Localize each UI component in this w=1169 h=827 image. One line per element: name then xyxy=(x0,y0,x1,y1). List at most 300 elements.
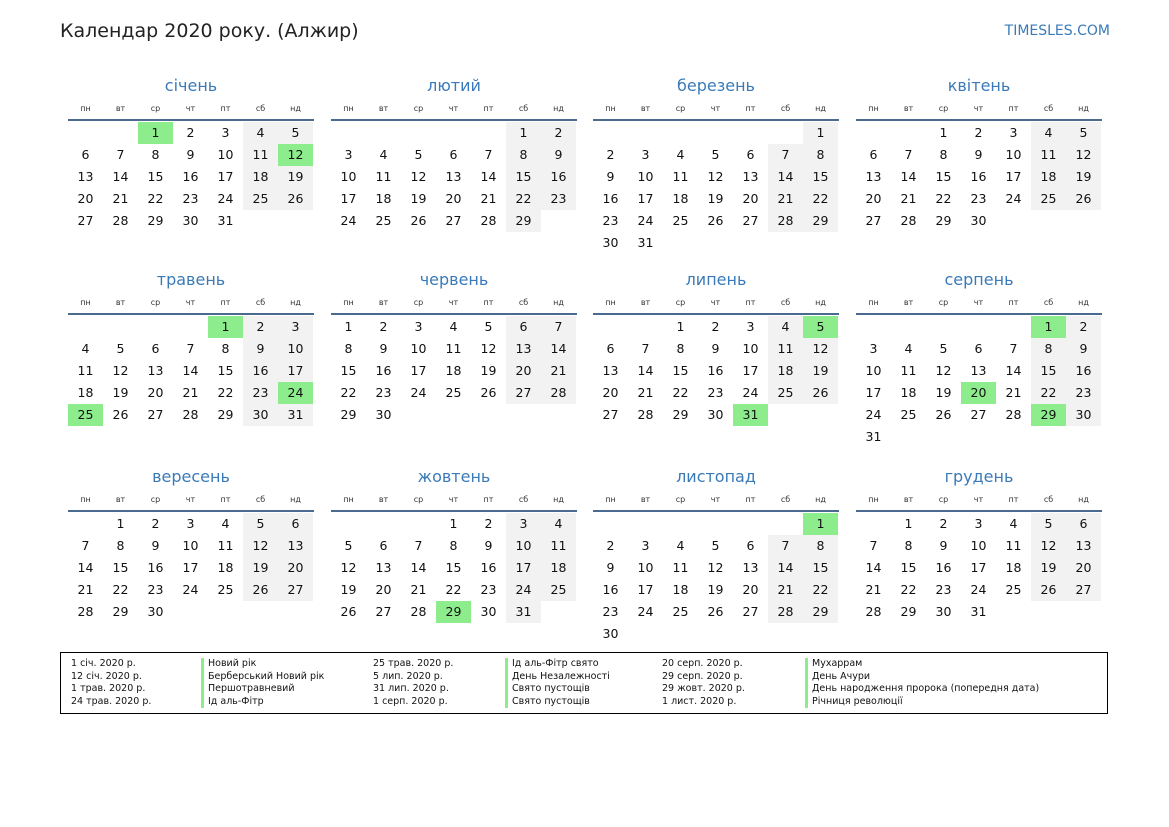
legend-holiday-name: Першотравневий xyxy=(201,683,324,696)
holiday-day: 25 xyxy=(68,404,103,426)
day-cell: 14 xyxy=(541,338,576,360)
day-cell: 21 xyxy=(900,191,917,206)
day-cell: 15 xyxy=(935,169,952,184)
day-cell: 2 xyxy=(484,516,493,531)
empty-cell xyxy=(768,122,803,144)
day-cell: 25 xyxy=(243,188,278,210)
day-cell: 10 xyxy=(970,538,987,553)
empty-cell xyxy=(68,513,103,535)
day-cell: 30 xyxy=(970,213,987,228)
weekday-label: чт xyxy=(973,103,984,113)
weekday-label: пн xyxy=(343,103,354,113)
legend-holiday-name: Мухаррам xyxy=(805,658,1039,671)
day-cell: 12 xyxy=(340,560,357,575)
day-cell: 17 xyxy=(340,191,357,206)
day-cell: 9 xyxy=(974,147,983,162)
day-cell: 19 xyxy=(803,360,838,382)
day-cell: 15 xyxy=(506,166,541,188)
day-cell: 3 xyxy=(278,316,313,338)
day-cell: 24 xyxy=(506,579,541,601)
day-cell: 18 xyxy=(375,191,392,206)
weekday-label: пн xyxy=(605,297,616,307)
day-grid xyxy=(593,316,839,426)
day-cell: 17 xyxy=(970,560,987,575)
day-cell: 16 xyxy=(480,560,497,575)
day-cell: 30 xyxy=(707,407,724,422)
empty-cell xyxy=(103,122,138,144)
weekday-label: вт xyxy=(640,103,651,113)
day-cell: 23 xyxy=(1066,382,1101,404)
weekday-label: ср xyxy=(675,103,686,113)
day-cell: 3 xyxy=(506,513,541,535)
legend-dates xyxy=(373,658,453,708)
day-cell: 5 xyxy=(484,319,493,334)
day-cell: 29 xyxy=(803,601,838,623)
day-cell: 11 xyxy=(768,338,803,360)
day-cell: 16 xyxy=(602,191,619,206)
legend-holiday-name: Берберський Новий рік xyxy=(201,671,324,684)
day-cell: 4 xyxy=(81,341,90,356)
day-cell: 26 xyxy=(707,213,724,228)
day-cell: 18 xyxy=(445,363,462,378)
month-5 xyxy=(68,266,314,426)
weekday-header xyxy=(856,294,1102,315)
day-cell: 26 xyxy=(935,407,952,422)
day-cell: 19 xyxy=(935,385,952,400)
day-cell: 5 xyxy=(278,122,313,144)
weekday-header xyxy=(68,100,314,121)
day-cell: 16 xyxy=(602,582,619,597)
month-name: лютий xyxy=(427,76,481,95)
weekday-label: вт xyxy=(903,494,914,504)
day-cell: 4 xyxy=(1031,122,1066,144)
weekday-header xyxy=(68,491,314,512)
day-cell: 23 xyxy=(182,191,199,206)
day-cell: 28 xyxy=(900,213,917,228)
weekday-label: пт xyxy=(745,297,756,307)
month-name: липень xyxy=(685,270,747,289)
day-cell: 13 xyxy=(742,560,759,575)
day-cell: 28 xyxy=(768,210,803,232)
day-cell: 7 xyxy=(869,538,878,553)
day-cell: 13 xyxy=(602,363,619,378)
month-11 xyxy=(593,463,839,645)
empty-cell xyxy=(331,122,366,144)
day-cell: 29 xyxy=(112,604,129,619)
day-cell: 13 xyxy=(278,535,313,557)
weekday-label: ср xyxy=(413,494,424,504)
day-cell: 16 xyxy=(243,360,278,382)
holiday-day: 24 xyxy=(278,382,313,404)
day-cell: 1 xyxy=(449,516,458,531)
day-cell: 8 xyxy=(449,538,458,553)
month-name: червень xyxy=(419,270,489,289)
day-cell: 7 xyxy=(541,316,576,338)
day-cell: 28 xyxy=(865,604,882,619)
day-cell: 19 xyxy=(707,191,724,206)
legend-date: 1 трав. 2020 р. xyxy=(71,683,146,695)
day-cell: 25 xyxy=(672,604,689,619)
day-cell: 15 xyxy=(217,363,234,378)
weekday-label: нд xyxy=(1078,297,1089,307)
day-cell: 3 xyxy=(746,319,755,334)
month-12 xyxy=(856,463,1102,623)
weekday-label: ср xyxy=(150,494,161,504)
day-cell: 16 xyxy=(1066,360,1101,382)
day-cell: 29 xyxy=(147,213,164,228)
holiday-day: 29 xyxy=(436,601,471,623)
holiday-legend xyxy=(60,652,1108,714)
day-cell: 15 xyxy=(445,560,462,575)
legend-holiday-name: Ід аль-Фітр xyxy=(201,696,324,709)
day-cell: 24 xyxy=(742,385,759,400)
day-cell: 6 xyxy=(746,538,755,553)
day-cell: 3 xyxy=(641,147,650,162)
legend-dates xyxy=(71,658,151,708)
day-cell: 5 xyxy=(243,513,278,535)
day-cell: 26 xyxy=(1066,188,1101,210)
day-cell: 11 xyxy=(541,535,576,557)
holiday-day: 1 xyxy=(208,316,243,338)
day-cell: 12 xyxy=(707,560,724,575)
holiday-day: 31 xyxy=(733,404,768,426)
day-grid xyxy=(68,513,314,623)
day-cell: 29 xyxy=(506,210,541,232)
day-cell: 6 xyxy=(506,316,541,338)
day-cell: 4 xyxy=(904,341,913,356)
weekday-label: чт xyxy=(185,297,196,307)
day-cell: 7 xyxy=(81,538,90,553)
weekday-label: вт xyxy=(640,494,651,504)
day-cell: 24 xyxy=(182,582,199,597)
holiday-day: 12 xyxy=(278,144,313,166)
day-cell: 7 xyxy=(484,147,493,162)
empty-cell xyxy=(768,513,803,535)
holiday-day: 29 xyxy=(1031,404,1066,426)
day-cell: 27 xyxy=(147,407,164,422)
day-cell: 19 xyxy=(480,363,497,378)
day-cell: 29 xyxy=(900,604,917,619)
day-cell: 4 xyxy=(541,513,576,535)
weekday-label: чт xyxy=(448,297,459,307)
day-cell: 16 xyxy=(970,169,987,184)
day-cell: 21 xyxy=(865,582,882,597)
weekday-header xyxy=(593,100,839,121)
day-cell: 11 xyxy=(1031,144,1066,166)
day-cell: 4 xyxy=(243,122,278,144)
weekday-header xyxy=(593,491,839,512)
day-cell: 21 xyxy=(182,385,199,400)
weekday-label: пт xyxy=(483,494,494,504)
day-cell: 8 xyxy=(151,147,160,162)
weekday-label: пн xyxy=(80,103,91,113)
empty-cell xyxy=(471,122,506,144)
day-cell: 14 xyxy=(900,169,917,184)
empty-cell xyxy=(103,316,138,338)
day-cell: 15 xyxy=(147,169,164,184)
legend-date: 20 серп. 2020 р. xyxy=(662,658,743,669)
day-cell: 24 xyxy=(1005,191,1022,206)
day-cell: 28 xyxy=(480,213,497,228)
day-cell: 1 xyxy=(506,122,541,144)
day-cell: 17 xyxy=(742,363,759,378)
day-cell: 18 xyxy=(900,385,917,400)
weekday-label: чт xyxy=(448,494,459,504)
day-cell: 25 xyxy=(768,382,803,404)
day-cell: 24 xyxy=(970,582,987,597)
legend-date: 24 трав. 2020 р. xyxy=(71,695,152,707)
day-cell: 20 xyxy=(278,557,313,579)
weekday-label: нд xyxy=(553,494,564,504)
weekday-label: нд xyxy=(290,494,301,504)
weekday-label: чт xyxy=(448,103,459,113)
day-cell: 24 xyxy=(637,604,654,619)
day-cell: 26 xyxy=(278,188,313,210)
legend-date: 1 серп. 2020 р. xyxy=(373,695,448,707)
day-cell: 16 xyxy=(375,363,392,378)
day-cell: 2 xyxy=(606,538,615,553)
day-cell: 14 xyxy=(865,560,882,575)
day-cell: 12 xyxy=(480,341,497,356)
day-cell: 25 xyxy=(217,582,234,597)
legend-date: 29 серп. 2020 р. xyxy=(662,670,743,682)
day-cell: 2 xyxy=(974,125,983,140)
day-cell: 9 xyxy=(541,144,576,166)
legend-names xyxy=(201,658,324,708)
day-cell: 5 xyxy=(711,147,720,162)
day-cell: 6 xyxy=(151,341,160,356)
weekday-label: сб xyxy=(1043,297,1054,307)
day-cell: 10 xyxy=(742,341,759,356)
day-cell: 8 xyxy=(676,341,685,356)
day-grid xyxy=(856,513,1102,623)
day-cell: 5 xyxy=(1066,122,1101,144)
day-cell: 25 xyxy=(541,579,576,601)
day-cell: 13 xyxy=(742,169,759,184)
month-7 xyxy=(593,266,839,426)
weekday-label: вт xyxy=(115,297,126,307)
day-cell: 8 xyxy=(803,144,838,166)
legend-holiday-name: Річниця революції xyxy=(805,696,1039,709)
day-grid xyxy=(856,122,1102,232)
day-cell: 27 xyxy=(865,213,882,228)
day-cell: 21 xyxy=(410,582,427,597)
day-cell: 14 xyxy=(480,169,497,184)
day-cell: 2 xyxy=(379,319,388,334)
weekday-label: ср xyxy=(413,297,424,307)
day-cell: 12 xyxy=(243,535,278,557)
day-cell: 21 xyxy=(768,579,803,601)
day-cell: 6 xyxy=(746,147,755,162)
day-cell: 21 xyxy=(77,582,94,597)
day-cell: 11 xyxy=(672,560,689,575)
day-cell: 23 xyxy=(375,385,392,400)
day-cell: 5 xyxy=(414,147,423,162)
day-cell: 31 xyxy=(278,404,313,426)
empty-cell xyxy=(856,316,891,338)
day-cell: 1 xyxy=(803,122,838,144)
day-cell: 23 xyxy=(602,604,619,619)
legend-date: 25 трав. 2020 р. xyxy=(373,658,454,669)
day-cell: 11 xyxy=(672,169,689,184)
weekday-header xyxy=(331,100,577,121)
day-cell: 14 xyxy=(77,560,94,575)
day-cell: 3 xyxy=(221,125,230,140)
weekday-label: пт xyxy=(745,494,756,504)
day-cell: 29 xyxy=(803,210,838,232)
day-cell: 27 xyxy=(445,213,462,228)
day-cell: 29 xyxy=(217,407,234,422)
empty-cell xyxy=(68,122,103,144)
day-cell: 27 xyxy=(506,382,541,404)
day-cell: 25 xyxy=(375,213,392,228)
day-cell: 28 xyxy=(541,382,576,404)
day-cell: 12 xyxy=(935,363,952,378)
day-cell: 20 xyxy=(742,191,759,206)
day-cell: 20 xyxy=(865,191,882,206)
day-cell: 7 xyxy=(641,341,650,356)
day-cell: 22 xyxy=(803,188,838,210)
day-cell: 9 xyxy=(939,538,948,553)
empty-cell xyxy=(401,513,436,535)
weekday-header xyxy=(331,294,577,315)
day-cell: 10 xyxy=(865,363,882,378)
day-cell: 18 xyxy=(672,191,689,206)
weekday-label: сб xyxy=(518,297,529,307)
legend-holiday-name: День народження пророка (попередня дата) xyxy=(805,683,1039,696)
day-cell: 27 xyxy=(602,407,619,422)
day-cell: 17 xyxy=(1005,169,1022,184)
day-cell: 26 xyxy=(340,604,357,619)
weekday-label: пн xyxy=(80,297,91,307)
day-cell: 30 xyxy=(1066,404,1101,426)
day-cell: 17 xyxy=(865,385,882,400)
day-cell: 20 xyxy=(147,385,164,400)
day-cell: 9 xyxy=(606,560,615,575)
weekday-label: ср xyxy=(938,103,949,113)
day-cell: 1 xyxy=(676,319,685,334)
day-cell: 29 xyxy=(672,407,689,422)
day-cell: 27 xyxy=(375,604,392,619)
weekday-label: вт xyxy=(115,103,126,113)
day-cell: 21 xyxy=(637,385,654,400)
day-cell: 22 xyxy=(900,582,917,597)
day-cell: 15 xyxy=(340,363,357,378)
weekday-label: нд xyxy=(553,297,564,307)
day-cell: 15 xyxy=(803,557,838,579)
day-cell: 12 xyxy=(803,338,838,360)
day-cell: 18 xyxy=(768,360,803,382)
day-grid xyxy=(331,513,577,623)
day-cell: 28 xyxy=(112,213,129,228)
day-cell: 6 xyxy=(869,147,878,162)
day-cell: 30 xyxy=(602,626,619,641)
day-cell: 9 xyxy=(186,147,195,162)
day-cell: 3 xyxy=(1009,125,1018,140)
day-cell: 10 xyxy=(637,560,654,575)
day-cell: 10 xyxy=(278,338,313,360)
day-cell: 23 xyxy=(935,582,952,597)
weekday-label: сб xyxy=(780,494,791,504)
day-cell: 26 xyxy=(707,604,724,619)
empty-cell xyxy=(663,513,698,535)
day-cell: 10 xyxy=(506,535,541,557)
legend-holiday-name: Свято пустощів xyxy=(505,696,610,709)
day-cell: 4 xyxy=(676,147,685,162)
day-cell: 19 xyxy=(1066,166,1101,188)
empty-cell xyxy=(173,316,208,338)
weekday-label: сб xyxy=(518,103,529,113)
day-cell: 5 xyxy=(1031,513,1066,535)
day-cell: 23 xyxy=(707,385,724,400)
weekday-label: сб xyxy=(255,494,266,504)
day-cell: 15 xyxy=(900,560,917,575)
day-cell: 30 xyxy=(935,604,952,619)
day-cell: 4 xyxy=(676,538,685,553)
day-cell: 24 xyxy=(217,191,234,206)
day-cell: 17 xyxy=(217,169,234,184)
day-cell: 25 xyxy=(445,385,462,400)
day-cell: 14 xyxy=(410,560,427,575)
weekday-label: чт xyxy=(710,297,721,307)
day-cell: 9 xyxy=(606,169,615,184)
day-cell: 22 xyxy=(803,579,838,601)
month-name: жовтень xyxy=(417,467,491,486)
legend-date: 1 лист. 2020 р. xyxy=(662,695,737,707)
day-cell: 19 xyxy=(278,166,313,188)
day-cell: 2 xyxy=(711,319,720,334)
day-cell: 8 xyxy=(116,538,125,553)
weekday-label: нд xyxy=(1078,494,1089,504)
day-cell: 17 xyxy=(506,557,541,579)
day-cell: 13 xyxy=(445,169,462,184)
weekday-label: чт xyxy=(710,103,721,113)
legend-date: 12 січ. 2020 р. xyxy=(71,670,142,682)
day-cell: 9 xyxy=(711,341,720,356)
day-cell: 4 xyxy=(449,319,458,334)
weekday-label: чт xyxy=(710,494,721,504)
weekday-label: нд xyxy=(290,297,301,307)
day-cell: 17 xyxy=(637,582,654,597)
weekday-label: ср xyxy=(675,297,686,307)
day-cell: 13 xyxy=(970,363,987,378)
month-name: серпень xyxy=(944,270,1014,289)
day-cell: 28 xyxy=(637,407,654,422)
day-cell: 2 xyxy=(1066,316,1101,338)
empty-cell xyxy=(401,122,436,144)
legend-date: 31 лип. 2020 р. xyxy=(373,683,449,695)
empty-cell xyxy=(628,316,663,338)
site-link[interactable]: TIMESLES.COM xyxy=(1004,23,1110,39)
day-cell: 26 xyxy=(112,407,129,422)
day-cell: 12 xyxy=(1066,144,1101,166)
day-cell: 23 xyxy=(602,213,619,228)
day-cell: 29 xyxy=(935,213,952,228)
day-cell: 18 xyxy=(77,385,94,400)
day-cell: 1 xyxy=(116,516,125,531)
day-cell: 8 xyxy=(506,144,541,166)
day-cell: 11 xyxy=(445,341,462,356)
day-cell: 20 xyxy=(375,582,392,597)
day-cell: 10 xyxy=(182,538,199,553)
weekday-label: пн xyxy=(868,103,879,113)
legend-holiday-name: Ід аль-Фітр свято xyxy=(505,658,610,671)
empty-cell xyxy=(663,122,698,144)
day-cell: 22 xyxy=(506,188,541,210)
day-cell: 28 xyxy=(182,407,199,422)
day-cell: 13 xyxy=(506,338,541,360)
weekday-label: сб xyxy=(1043,103,1054,113)
